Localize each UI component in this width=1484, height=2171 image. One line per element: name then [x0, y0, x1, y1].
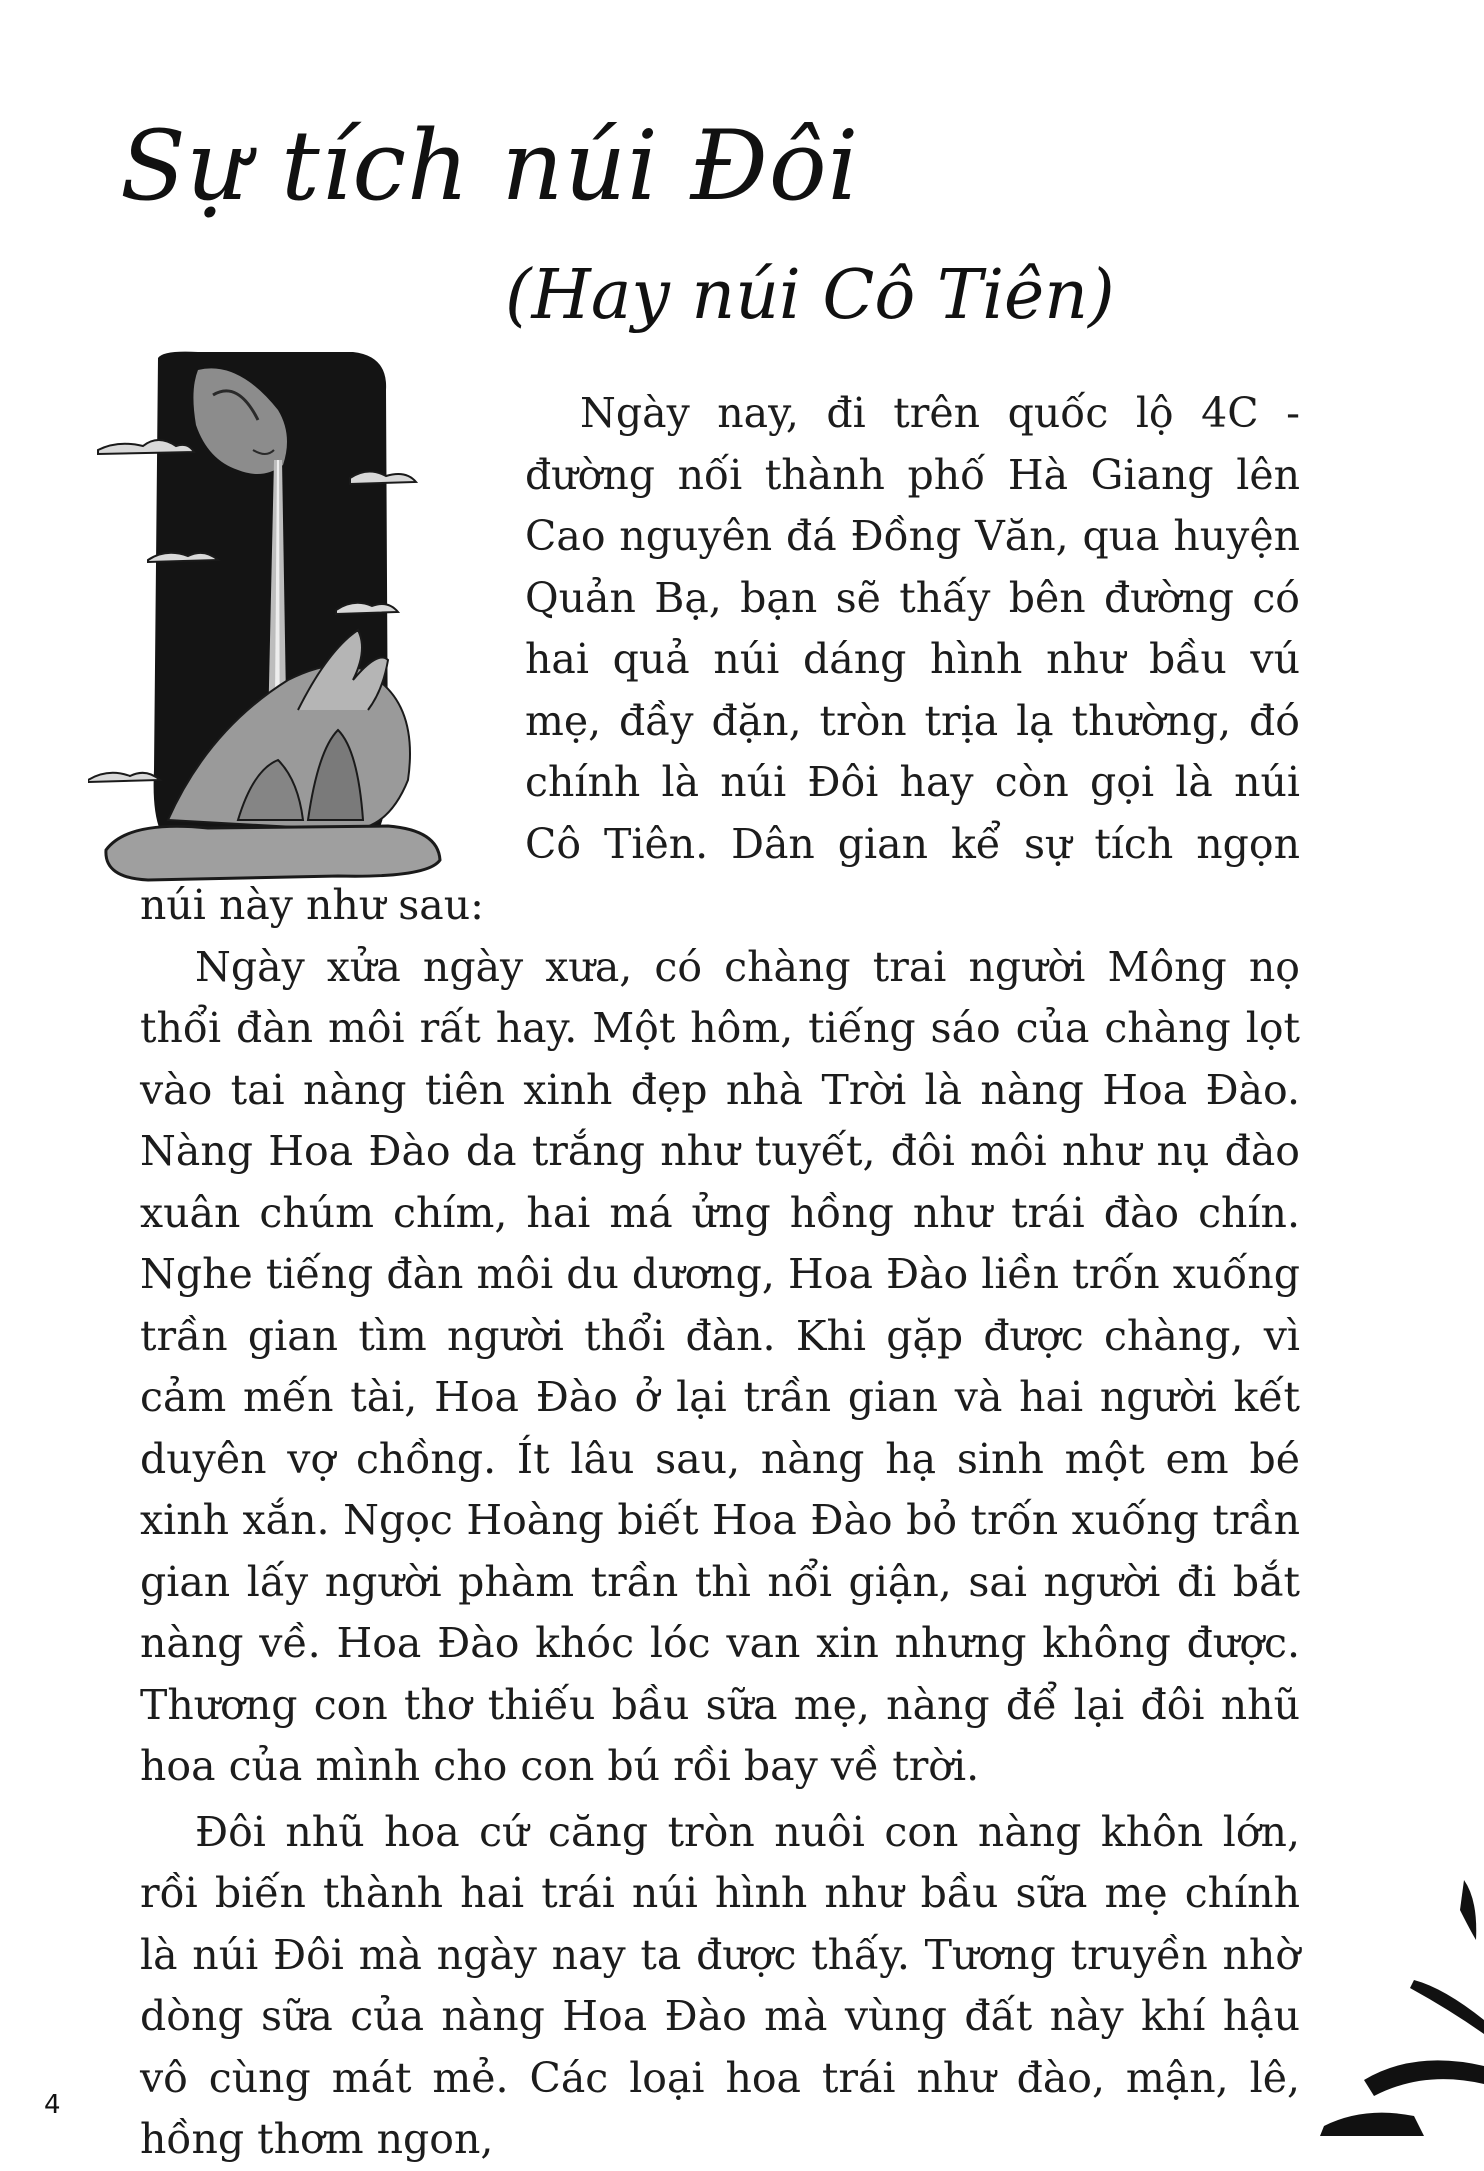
story-text: [140, 383, 1300, 2171]
brush-decoration: [1264, 1870, 1484, 2136]
paragraph-2: Ngày xửa ngày xưa, có chàng trai người Mông nọ thổi đàn môi rất hay. Một hôm, tiếng sáo của chàng lọt vào tai nàng tiên xinh đẹp nhà Trời là nàng Hoa Đào. Nàng Hoa Đào da trắng như tuyết, đôi môi như nụ đào xuân chúm chím, hai má ửng hồng như trái đào chín. Nghe tiếng đàn môi du dương, Hoa Đào liền trốn xuống trần gian tìm người thổi đàn. Khi gặp được chàng, vì cảm mến tài, Hoa Đào ở lại trần gian và hai người kết duyên vợ chồng. Ít lâu sau, nàng hạ sinh một em bé xinh xắn. Ngọc Hoàng biết Hoa Đào bỏ trốn xuống trần gian lấy người phàm trần thì nổi giận, sai người đi bắt nàng về. Hoa Đào khóc lóc van xin nhưng không được. Thương con thơ thiếu bầu sữa mẹ, nàng để lại đôi nhũ hoa của mình cho con bú rồi bay về trời.: [140, 942, 1300, 1790]
paragraph-3: Đôi nhũ hoa cứ căng tròn nuôi con nàng khôn lớn, rồi biến thành hai trái núi hình như bầu sữa mẹ chính là núi Đôi mà ngày nay ta được thấy. Tương truyền nhờ dòng sữa của nàng Hoa Đào mà vùng đất này khí hậu vô cùng mát mẻ. Các loại hoa trái như đào, mận, lê, hồng thơm ngon,: [140, 1807, 1300, 2163]
page-subtitle: (Hay núi Cô Tiên): [505, 256, 1115, 335]
page-title: Sự tích núi Đôi: [120, 110, 860, 222]
illustration-spacer: [140, 383, 525, 853]
page-number: 4: [44, 2090, 61, 2120]
paragraph-1: Ngày nay, đi trên quốc lộ 4C - đường nối thành phố Hà Giang lên Cao nguyên đá Đồng Văn, qua huyện Quản Bạ, bạn sẽ thấy bên đường có hai quả núi dáng hình như bầu vú mẹ, đầy đặn, tròn trịa lạ thường, đó chính là núi Đôi hay còn gọi là núi Cô Tiên. Dân gian kể sự tích ngọn núi này như sau:: [140, 389, 1300, 929]
